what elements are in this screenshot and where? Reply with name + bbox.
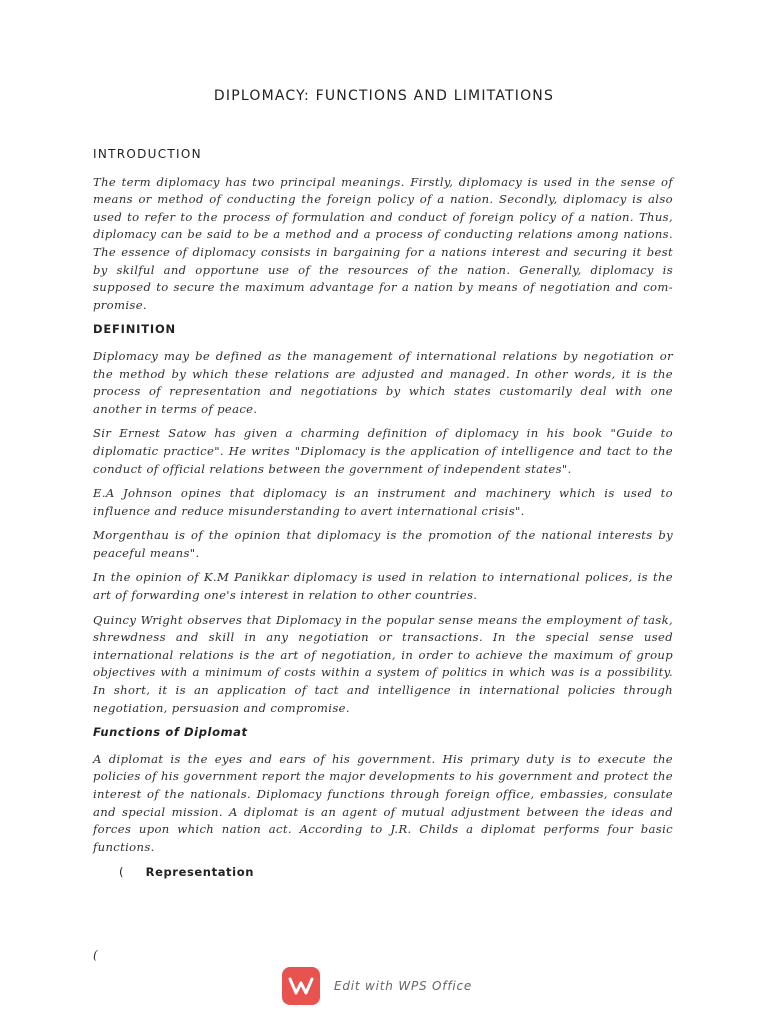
definition-paragraph-3: E.A Johnson opines that diplomacy is an instrument and machinery which is used to influence and reduce misunderstanding to avert international crisis". bbox=[93, 486, 673, 518]
definition-paragraph-1: Diplomacy may be defined as the management of international relations by negotiation or the method by which these relations are adjusted and managed. In other words, it is the process of representation and negotiations by which states customarily deal with one another in terms of peace. bbox=[93, 348, 673, 416]
definition-paragraph-6: Quincy Wright observes that Diplomacy in the popular sense means the employment of task, shrewdness and skill in any negotiation or transactions. In the special sense used international relations is the art of negotiation, in order to achieve the maximum of group objectives with a minimum of costs within a system of politics in which was is a possibility. In short, it is an application of tact and intelligence in international policies through negotiation, persuasion and compromise. bbox=[93, 612, 673, 715]
wps-logo-icon bbox=[282, 967, 320, 1005]
list-item-number: ( bbox=[119, 865, 125, 880]
definition-paragraph-2: Sir Ernest Satow has given a charming definition of diplomacy in his book "Guide to diplomatic practice". He writes "Diplomacy is the application of intelligence and tact to the conduct of official relations between the government of independent states". bbox=[93, 426, 673, 476]
list-item-representation bbox=[119, 864, 673, 882]
wps-w-glyph bbox=[288, 976, 314, 996]
edit-with-wps-button[interactable] bbox=[282, 966, 492, 1006]
functions-heading: Functions of Diplomat bbox=[93, 725, 248, 740]
introduction-paragraph: The term diplomacy has two principal meanings. Firstly, diplomacy is used in the sense of means or method of conducting the foreign policy of a nation. Secondly, diplomacy is also used to refer to the process of formulation and conduct of foreign policy of a nation. Thus, diplomacy can be said to be a method and a process of conducting relations among nations. The essence of diplomacy consists in bargaining for a nations interest and securing it best by skilful and opportune use of the resources of the nation. Generally, diplomacy is supposed to secure the maximum advantage for a nation by means of negotiation and com-promise. bbox=[93, 174, 673, 312]
introduction-heading: INTRODUCTION bbox=[93, 147, 202, 161]
list-item-label: Representation bbox=[145, 865, 254, 880]
document-title: DIPLOMACY: FUNCTIONS AND LIMITATIONS bbox=[213, 88, 555, 104]
document-body bbox=[93, 146, 673, 882]
functions-paragraph: A diplomat is the eyes and ears of his government. His primary duty is to execute the policies of his government report the major developments to his government and protect the interest of the nationals. Diplomacy functions through foreign office, embassies, consulate and special mission. A diplomat is an agent of mutual adjustment between the ideas and forces upon which nation act. According to J.R. Childs a diplomat performs four basic functions. bbox=[93, 751, 673, 854]
definition-paragraph-5: In the opinion of K.M Panikkar diplomacy is used in relation to international polices, is the art of forwarding one's interest in relation to other countries. bbox=[93, 570, 673, 603]
wps-label: Edit with WPS Office bbox=[334, 979, 473, 993]
page-number: ( bbox=[93, 948, 98, 962]
definition-paragraph-4: Morgenthau is of the opinion that diplomacy is the promotion of the national interests by peaceful means". bbox=[93, 528, 673, 560]
definition-heading: DEFINITION bbox=[93, 322, 176, 337]
